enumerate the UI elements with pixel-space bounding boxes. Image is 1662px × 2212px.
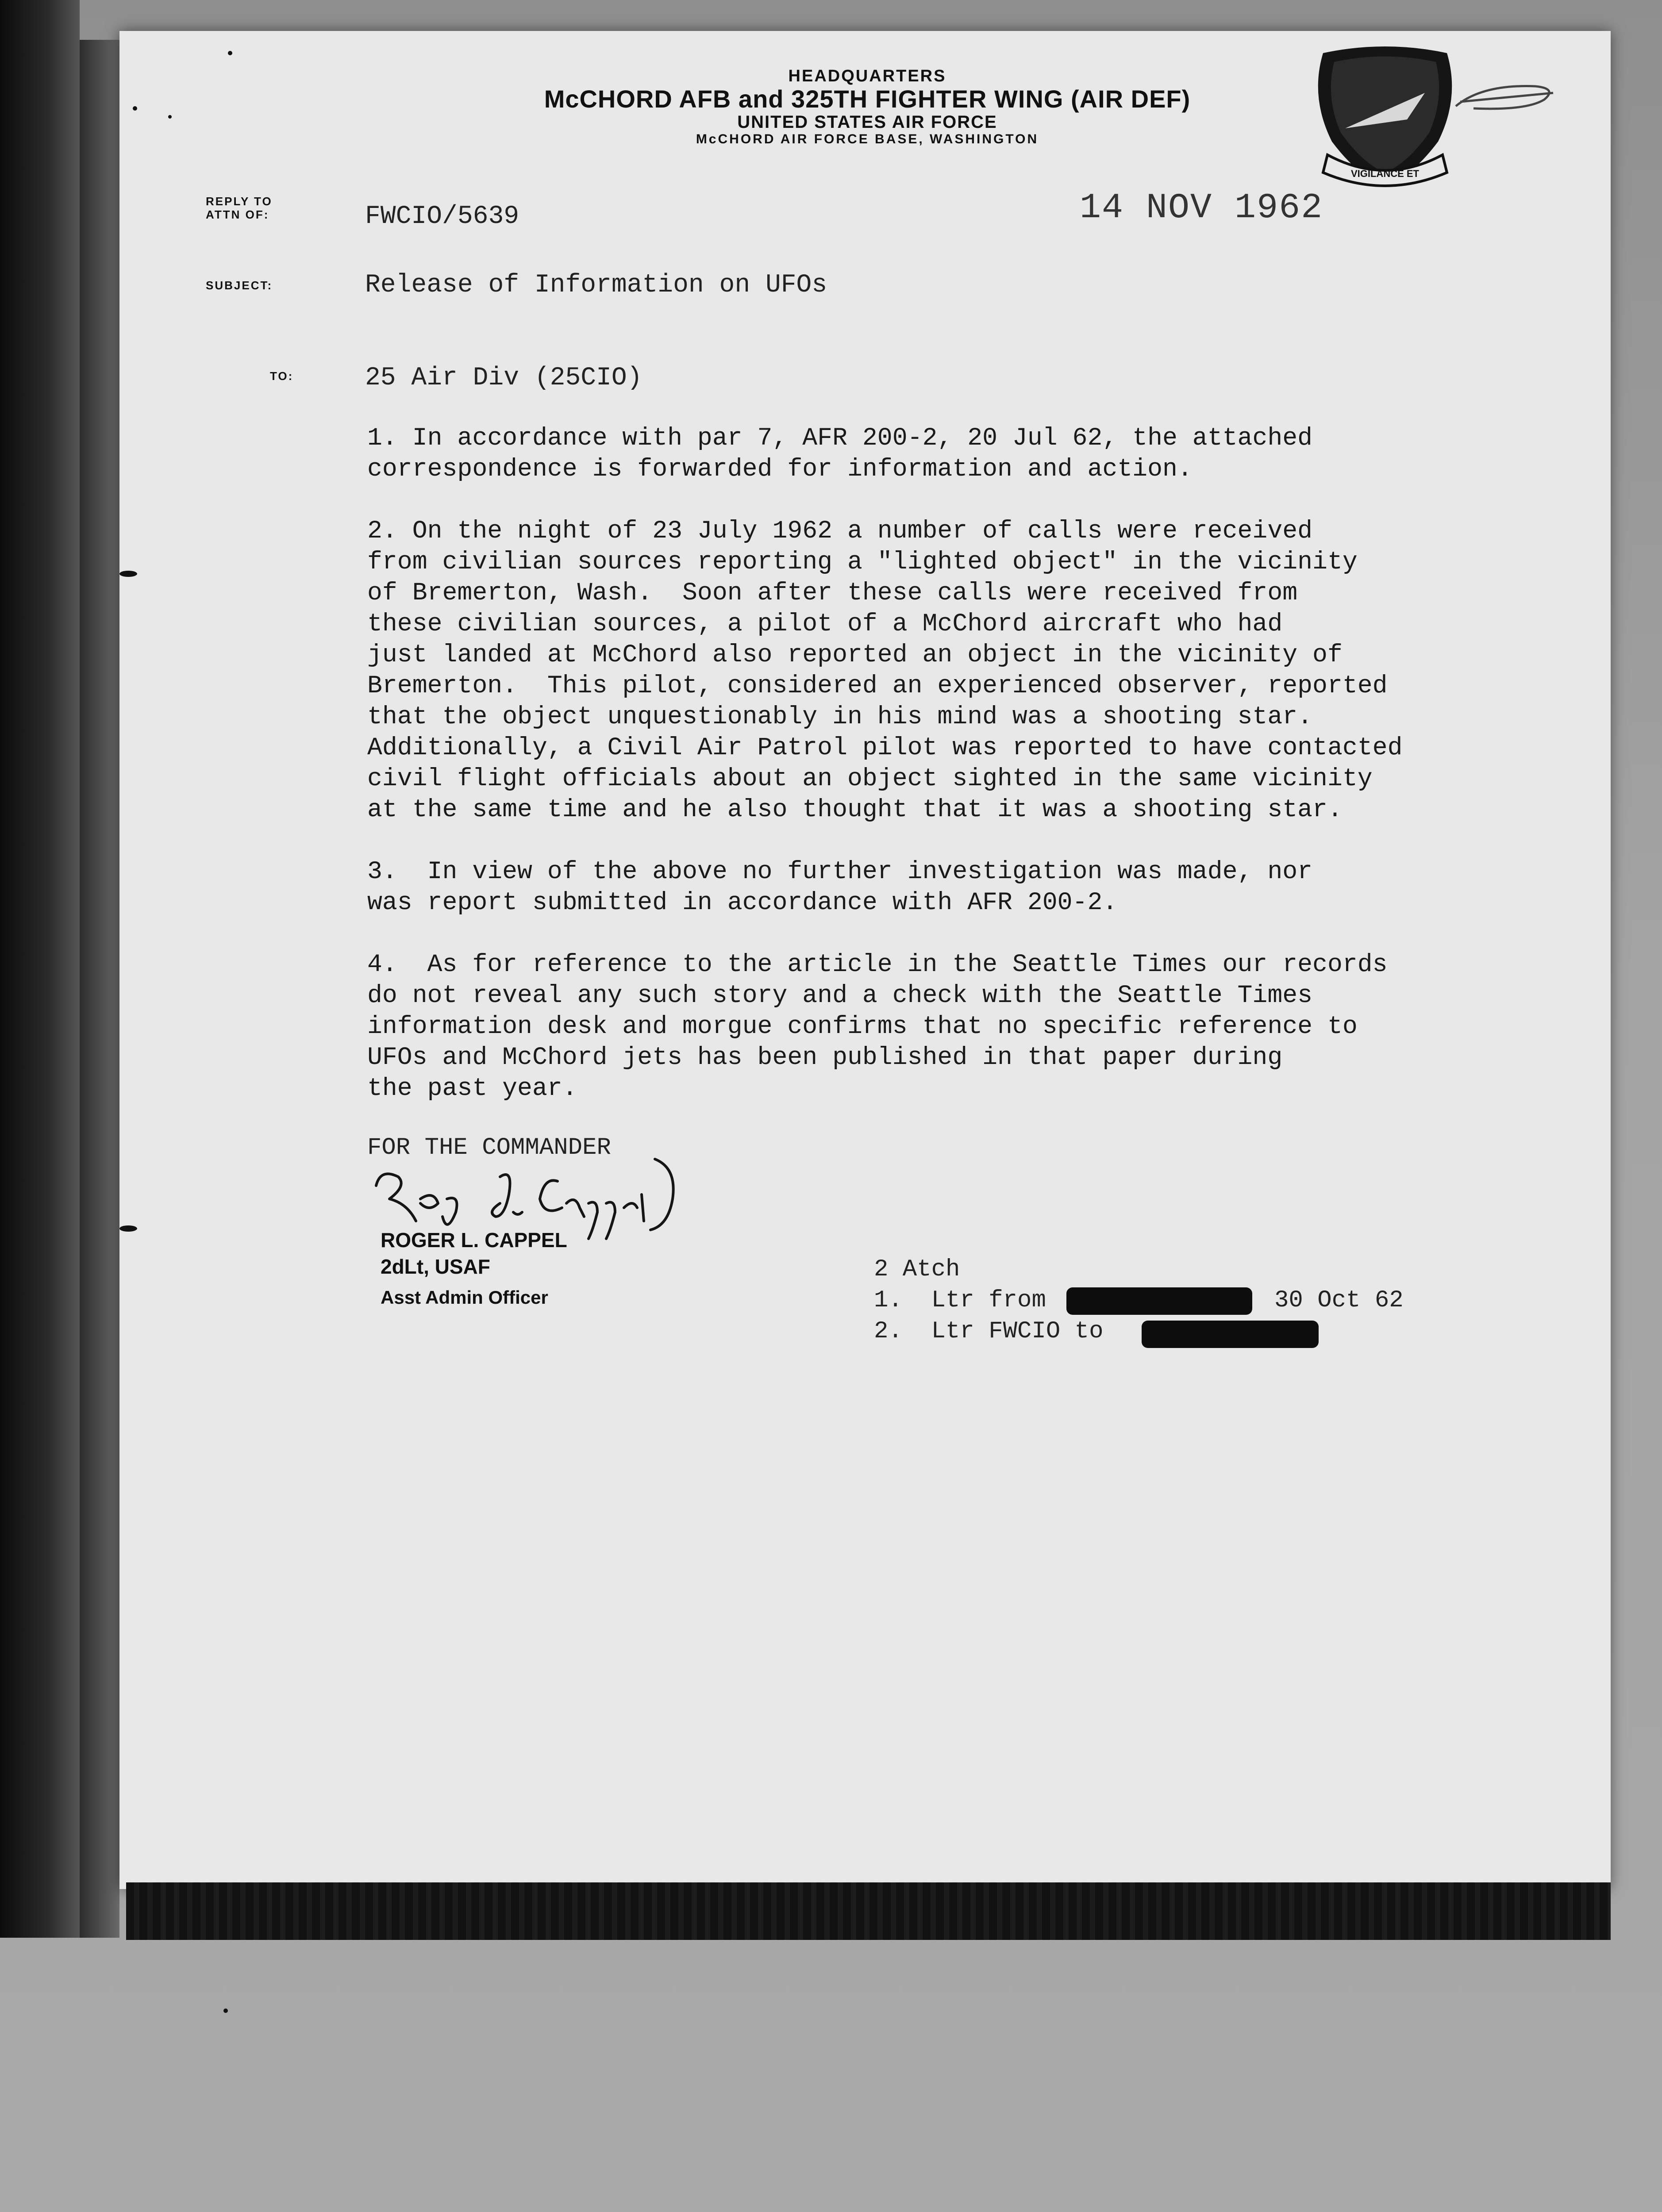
redaction-2 [1142,1321,1319,1348]
reply-to-label [206,195,273,221]
reply-to-line-1: REPLY TO [206,195,273,208]
letterhead-line-2: McCHORD AFB and 325TH FIGHTER WING (AIR DEF) [544,85,1191,113]
for-the-commander: FOR THE COMMANDER [367,1134,611,1161]
dust-speck [168,115,172,119]
margin-mark [119,1225,137,1232]
signer-name: ROGER L. CAPPEL [381,1229,567,1252]
film-left-shadow [0,0,80,1938]
letterhead-line-3: UNITED STATES AIR FORCE [737,112,997,132]
dust-speck [133,106,137,111]
date-stamp: 14 NOV 1962 [1080,188,1323,228]
margin-mark [119,571,137,577]
signer-rank: 2dLt, USAF [381,1255,490,1278]
letterhead-line-4: McCHORD AIR FORCE BASE, WASHINGTON [696,132,1039,146]
to-label: TO: [270,369,294,383]
to-text: 25 Air Div (25CIO) [365,364,642,392]
scribble-mark [1447,75,1562,119]
reply-to-line-2: ATTN OF: [206,208,269,221]
attachment-2-prefix: 2. Ltr FWCIO to [874,1318,1104,1345]
attachments-header: 2 Atch [874,1256,960,1283]
attachment-1-prefix: 1. Ltr from [874,1287,1046,1314]
signer-title: Asst Admin Officer [381,1287,548,1308]
reference-number: FWCIO/5639 [365,202,519,231]
letterhead-line-1: HEADQUARTERS [788,67,946,85]
letterhead [442,66,1292,147]
dust-speck [223,2008,228,2013]
subject-text: Release of Information on UFOs [365,271,827,300]
paper-edge [80,40,119,1938]
dust-speck [228,51,232,55]
subject-label: SUBJECT: [206,279,273,292]
emblem-motto: VIGILANCE ET [1350,168,1420,179]
paragraph-3: 3. In view of the above no further investigation was made, nor was report submitted in accordance with AFR 200-2. [367,857,1313,917]
attachment-1-date: 30 Oct 62 [1274,1287,1404,1314]
film-bottom-bar [126,1882,1611,1940]
paragraph-2: 2. On the night of 23 July 1962 a number of calls were received from civilian sources reporting a "lighted object" in the vicinity of Bremerton, Wash. Soon after these calls were received from these civilian sources, a pilot of a McChord aircraft who had just landed at McChord also reported an object in the vicinity of Bremerton. This pilot, considered an experienced observer, reported that the object unquestionably in his mind was a shooting star. Additionally, a Civil Air Patrol pilot was reported to have contacted civil flight officials about an object sighted in the same vicinity at the same time and he also thought that it was a shooting star. [367,517,1403,824]
paragraph-4: 4. As for reference to the article in the Seattle Times our records do not reveal any such story and a check with the Seattle Times information desk and morgue confirms that no specific reference to UFOs and McChord jets has been published in that paper during the past year. [367,950,1388,1102]
redaction-1 [1066,1287,1252,1315]
paragraph-1: 1. In accordance with par 7, AFR 200-2, 20 Jul 62, the attached correspondence is forwarded for information and action. [367,424,1313,483]
